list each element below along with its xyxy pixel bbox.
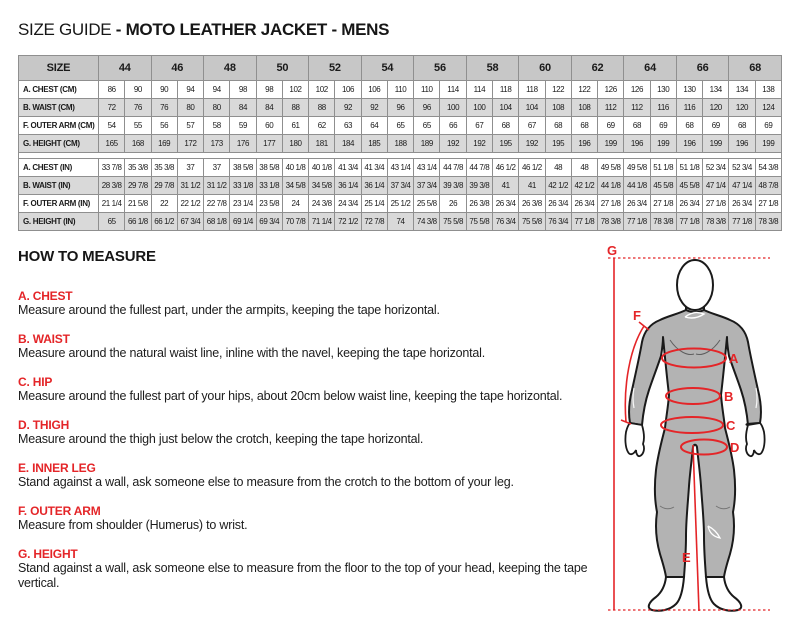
- size-value-cell: 26 3/4: [676, 195, 702, 213]
- size-value-cell: 42 1/2: [545, 177, 571, 195]
- size-value-cell: 86: [99, 81, 125, 99]
- size-value-cell: 38 5/8: [230, 159, 256, 177]
- measure-text-thigh: Measure around the thigh just below the crotch, keeping the tape horizontal.: [18, 432, 424, 446]
- size-value-cell: 51 1/8: [650, 159, 676, 177]
- size-value-cell: 29 7/8: [125, 177, 151, 195]
- size-column-header: 52: [309, 56, 362, 81]
- size-value-cell: 61: [282, 117, 308, 135]
- size-value-cell: 37 3/4: [414, 177, 440, 195]
- size-value-cell: 176: [230, 135, 256, 153]
- size-value-cell: 181: [309, 135, 335, 153]
- figure-head: [677, 260, 713, 310]
- size-value-cell: 59: [230, 117, 256, 135]
- size-value-cell: 24 3/4: [335, 195, 361, 213]
- size-value-cell: 37: [204, 159, 230, 177]
- size-value-cell: 35 3/8: [125, 159, 151, 177]
- size-value-cell: 108: [545, 99, 571, 117]
- measure-section-hip: [18, 375, 596, 404]
- size-value-cell: 126: [598, 81, 624, 99]
- size-value-cell: 69 1/4: [230, 213, 256, 231]
- size-value-cell: 41: [492, 177, 518, 195]
- measure-label-waist: B. WAIST: [18, 332, 70, 346]
- measure-text-hip: Measure around the fullest part of your hips, about 20cm below waist line, keeping the tape horizontal.: [18, 389, 563, 403]
- size-value-cell: 77 1/8: [676, 213, 702, 231]
- size-value-cell: 108: [571, 99, 597, 117]
- size-value-cell: 27 1/8: [703, 195, 729, 213]
- size-value-cell: 44 7/8: [466, 159, 492, 177]
- size-value-cell: 21 5/8: [125, 195, 151, 213]
- size-value-cell: 126: [624, 81, 650, 99]
- size-value-cell: 26 3/8: [519, 195, 545, 213]
- row-label: B. WAIST (IN): [19, 177, 99, 195]
- size-value-cell: 96: [387, 99, 413, 117]
- size-value-cell: 26: [440, 195, 466, 213]
- size-value-cell: 185: [361, 135, 387, 153]
- measure-text-chest: Measure around the fullest part, under the armpits, keeping the tape horizontal.: [18, 303, 440, 317]
- size-column-header: 66: [676, 56, 729, 81]
- size-column-header: 50: [256, 56, 309, 81]
- size-value-cell: 188: [387, 135, 413, 153]
- size-value-cell: 165: [99, 135, 125, 153]
- size-value-cell: 43 1/4: [414, 159, 440, 177]
- size-value-cell: 196: [624, 135, 650, 153]
- size-value-cell: 72: [99, 99, 125, 117]
- size-value-cell: 76 3/4: [545, 213, 571, 231]
- size-value-cell: 68: [676, 117, 702, 135]
- size-value-cell: 37: [177, 159, 203, 177]
- size-value-cell: 196: [729, 135, 755, 153]
- size-value-cell: 45 5/8: [650, 177, 676, 195]
- size-value-cell: 80: [177, 99, 203, 117]
- size-column-header: 48: [204, 56, 257, 81]
- size-value-cell: 48: [571, 159, 597, 177]
- figure-label-outer-arm: F: [633, 308, 641, 323]
- size-value-cell: 195: [545, 135, 571, 153]
- size-value-cell: 69: [650, 117, 676, 135]
- size-value-cell: 56: [151, 117, 177, 135]
- size-value-cell: 38 5/8: [256, 159, 282, 177]
- size-value-cell: 25 1/4: [361, 195, 387, 213]
- size-value-cell: 120: [703, 99, 729, 117]
- size-value-cell: 72 7/8: [361, 213, 387, 231]
- size-value-cell: 68: [571, 117, 597, 135]
- size-value-cell: 44 1/8: [598, 177, 624, 195]
- size-value-cell: 69: [755, 117, 781, 135]
- size-value-cell: 134: [703, 81, 729, 99]
- size-value-cell: 66 1/8: [125, 213, 151, 231]
- measure-section-chest: [18, 289, 596, 318]
- size-value-cell: 184: [335, 135, 361, 153]
- size-value-cell: 51 1/8: [676, 159, 702, 177]
- size-value-cell: 36 1/4: [361, 177, 387, 195]
- size-value-cell: 27 1/8: [598, 195, 624, 213]
- size-value-cell: 71 1/4: [309, 213, 335, 231]
- size-table-row: [19, 117, 782, 135]
- size-value-cell: 37 3/4: [387, 177, 413, 195]
- size-value-cell: 96: [414, 99, 440, 117]
- page-title-bold: - MOTO LEATHER JACKET - MENS: [115, 20, 390, 39]
- size-value-cell: 196: [676, 135, 702, 153]
- size-value-cell: 27 1/8: [650, 195, 676, 213]
- size-table-row: [19, 177, 782, 195]
- size-column-header: 46: [151, 56, 204, 81]
- size-value-cell: 64: [361, 117, 387, 135]
- size-value-cell: 29 7/8: [151, 177, 177, 195]
- size-value-cell: 54 3/8: [755, 159, 781, 177]
- size-table-corner: SIZE: [19, 56, 99, 81]
- size-value-cell: 94: [177, 81, 203, 99]
- size-value-cell: 92: [361, 99, 387, 117]
- size-table-head: [19, 56, 782, 81]
- size-value-cell: 195: [492, 135, 518, 153]
- size-value-cell: 31 1/2: [204, 177, 230, 195]
- size-value-cell: 68: [545, 117, 571, 135]
- size-value-cell: 26 3/4: [492, 195, 518, 213]
- size-value-cell: 138: [755, 81, 781, 99]
- size-value-cell: 114: [440, 81, 466, 99]
- size-value-cell: 68: [624, 117, 650, 135]
- size-value-cell: 76 3/4: [492, 213, 518, 231]
- size-value-cell: 77 1/8: [729, 213, 755, 231]
- size-value-cell: 69 3/4: [256, 213, 282, 231]
- size-value-cell: 65: [99, 213, 125, 231]
- measure-section-inner-leg: [18, 461, 596, 490]
- size-value-cell: 27 1/8: [755, 195, 781, 213]
- size-value-cell: 46 1/2: [519, 159, 545, 177]
- size-value-cell: 106: [361, 81, 387, 99]
- size-value-cell: 116: [676, 99, 702, 117]
- measure-text-outer-arm: Measure from shoulder (Humerus) to wrist.: [18, 518, 248, 532]
- row-label: A. CHEST (IN): [19, 159, 99, 177]
- size-value-cell: 120: [729, 99, 755, 117]
- size-value-cell: 199: [598, 135, 624, 153]
- size-value-cell: 40 1/8: [282, 159, 308, 177]
- size-value-cell: 34 5/8: [309, 177, 335, 195]
- measure-label-chest: A. CHEST: [18, 289, 73, 303]
- size-value-cell: 78 3/8: [650, 213, 676, 231]
- size-value-cell: 62: [309, 117, 335, 135]
- size-value-cell: 33 7/8: [99, 159, 125, 177]
- size-value-cell: 80: [204, 99, 230, 117]
- size-column-header: 64: [624, 56, 677, 81]
- size-value-cell: 67 3/4: [177, 213, 203, 231]
- size-value-cell: 192: [466, 135, 492, 153]
- size-value-cell: 122: [571, 81, 597, 99]
- figure-label-chest: A: [729, 351, 739, 366]
- size-value-cell: 22: [151, 195, 177, 213]
- size-value-cell: 55: [125, 117, 151, 135]
- size-value-cell: 35 3/8: [151, 159, 177, 177]
- size-value-cell: 75 5/8: [466, 213, 492, 231]
- size-value-cell: 31 1/2: [177, 177, 203, 195]
- size-value-cell: 26 3/4: [571, 195, 597, 213]
- size-value-cell: 69: [703, 117, 729, 135]
- measure-label-hip: C. HIP: [18, 375, 53, 389]
- size-value-cell: 75 5/8: [440, 213, 466, 231]
- size-value-cell: 112: [624, 99, 650, 117]
- size-table-row: [19, 135, 782, 153]
- size-value-cell: 26 3/4: [729, 195, 755, 213]
- size-value-cell: 48: [545, 159, 571, 177]
- figure-label-inner-leg: E: [682, 550, 691, 565]
- size-value-cell: 65: [387, 117, 413, 135]
- size-value-cell: 77 1/8: [571, 213, 597, 231]
- size-value-cell: 26 3/4: [545, 195, 571, 213]
- size-value-cell: 67: [519, 117, 545, 135]
- figure-body-silhouette: [629, 310, 761, 577]
- size-value-cell: 36 1/4: [335, 177, 361, 195]
- size-value-cell: 98: [256, 81, 282, 99]
- row-label: A. CHEST (CM): [19, 81, 99, 99]
- size-column-header: 44: [99, 56, 152, 81]
- size-table-row: [19, 213, 782, 231]
- size-value-cell: 44 1/8: [624, 177, 650, 195]
- measure-section-height: [18, 547, 596, 591]
- size-value-cell: 98: [230, 81, 256, 99]
- figure-left-foot: [649, 577, 684, 611]
- size-column-header: 58: [466, 56, 519, 81]
- size-value-cell: 199: [703, 135, 729, 153]
- measure-label-outer-arm: F. OUTER ARM: [18, 504, 101, 518]
- size-table-row: [19, 81, 782, 99]
- size-value-cell: 78 3/8: [703, 213, 729, 231]
- page-title-light: SIZE GUIDE: [18, 20, 116, 39]
- size-value-cell: 92: [335, 99, 361, 117]
- figure-label-height: G: [607, 243, 618, 258]
- size-value-cell: 114: [466, 81, 492, 99]
- size-value-cell: 180: [282, 135, 308, 153]
- size-value-cell: 76: [151, 99, 177, 117]
- size-column-header: 60: [519, 56, 572, 81]
- measurement-figure: [598, 240, 792, 622]
- size-table-row: [19, 159, 782, 177]
- size-value-cell: 58: [204, 117, 230, 135]
- size-value-cell: 33 1/8: [230, 177, 256, 195]
- size-value-cell: 100: [466, 99, 492, 117]
- size-value-cell: 46 1/2: [492, 159, 518, 177]
- size-value-cell: 94: [204, 81, 230, 99]
- size-value-cell: 169: [151, 135, 177, 153]
- size-value-cell: 104: [492, 99, 518, 117]
- size-value-cell: 110: [414, 81, 440, 99]
- size-value-cell: 69: [598, 117, 624, 135]
- measure-text-inner-leg: Stand against a wall, ask someone else to measure from the crotch to the bottom of your leg.: [18, 475, 514, 489]
- measure-section-outer-arm: [18, 504, 596, 533]
- size-value-cell: 173: [204, 135, 230, 153]
- size-value-cell: 24: [282, 195, 308, 213]
- page-title: [18, 20, 389, 40]
- size-value-cell: 52 3/4: [729, 159, 755, 177]
- size-value-cell: 134: [729, 81, 755, 99]
- size-value-cell: 130: [650, 81, 676, 99]
- size-value-cell: 49 5/8: [598, 159, 624, 177]
- row-label: F. OUTER ARM (IN): [19, 195, 99, 213]
- size-value-cell: 84: [230, 99, 256, 117]
- figure-label-waist: B: [724, 389, 734, 404]
- measure-text-waist: Measure around the natural waist line, inline with the navel, keeping the tape horizontal.: [18, 346, 486, 360]
- size-value-cell: 122: [545, 81, 571, 99]
- size-value-cell: 100: [440, 99, 466, 117]
- size-value-cell: 63: [335, 117, 361, 135]
- figure-label-hip: C: [726, 418, 736, 433]
- size-value-cell: 112: [598, 99, 624, 117]
- size-value-cell: 34 5/8: [282, 177, 308, 195]
- size-value-cell: 104: [519, 99, 545, 117]
- size-value-cell: 84: [256, 99, 282, 117]
- figure-right-foot: [706, 577, 741, 611]
- size-value-cell: 199: [755, 135, 781, 153]
- measure-label-height: G. HEIGHT: [18, 547, 78, 561]
- size-value-cell: 47 1/4: [703, 177, 729, 195]
- size-table: [18, 55, 782, 231]
- size-value-cell: 23 1/4: [230, 195, 256, 213]
- size-table-row: [19, 99, 782, 117]
- size-value-cell: 39 3/8: [466, 177, 492, 195]
- figure-right-hand: [746, 423, 765, 456]
- size-value-cell: 24 3/8: [309, 195, 335, 213]
- size-value-cell: 72 1/2: [335, 213, 361, 231]
- size-column-header: 54: [361, 56, 414, 81]
- size-value-cell: 57: [177, 117, 203, 135]
- size-value-cell: 45 5/8: [676, 177, 702, 195]
- size-value-cell: 26 3/4: [624, 195, 650, 213]
- size-value-cell: 54: [99, 117, 125, 135]
- size-value-cell: 78 3/8: [755, 213, 781, 231]
- size-value-cell: 118: [492, 81, 518, 99]
- size-value-cell: 65: [414, 117, 440, 135]
- measure-section-waist: [18, 332, 596, 361]
- size-value-cell: 22 1/2: [177, 195, 203, 213]
- size-column-header: 62: [571, 56, 624, 81]
- size-value-cell: 52 3/4: [703, 159, 729, 177]
- size-value-cell: 177: [256, 135, 282, 153]
- size-value-cell: 68 1/8: [204, 213, 230, 231]
- size-value-cell: 49 5/8: [624, 159, 650, 177]
- size-value-cell: 102: [309, 81, 335, 99]
- size-column-header: 56: [414, 56, 467, 81]
- size-value-cell: 39 3/8: [440, 177, 466, 195]
- how-to-measure: [18, 248, 596, 605]
- size-value-cell: 90: [125, 81, 151, 99]
- figure-label-thigh: D: [730, 440, 740, 455]
- size-value-cell: 110: [387, 81, 413, 99]
- size-value-cell: 66 1/2: [151, 213, 177, 231]
- measure-label-thigh: D. THIGH: [18, 418, 70, 432]
- size-value-cell: 26 3/8: [466, 195, 492, 213]
- size-value-cell: 77 1/8: [624, 213, 650, 231]
- size-value-cell: 60: [256, 117, 282, 135]
- size-value-cell: 88: [282, 99, 308, 117]
- size-value-cell: 22 7/8: [204, 195, 230, 213]
- size-value-cell: 21 1/4: [99, 195, 125, 213]
- size-value-cell: 47 1/4: [729, 177, 755, 195]
- size-value-cell: 118: [519, 81, 545, 99]
- size-value-cell: 116: [650, 99, 676, 117]
- size-value-cell: 25 5/8: [414, 195, 440, 213]
- row-label: F. OUTER ARM (CM): [19, 117, 99, 135]
- size-value-cell: 23 5/8: [256, 195, 282, 213]
- size-value-cell: 41: [519, 177, 545, 195]
- size-value-cell: 40 1/8: [309, 159, 335, 177]
- inner-leg-measure-line: [693, 445, 699, 611]
- size-value-cell: 48 7/8: [755, 177, 781, 195]
- size-value-cell: 41 3/4: [335, 159, 361, 177]
- size-table-row: [19, 195, 782, 213]
- size-value-cell: 43 1/4: [387, 159, 413, 177]
- row-label: G. HEIGHT (CM): [19, 135, 99, 153]
- size-value-cell: 196: [571, 135, 597, 153]
- size-value-cell: 41 3/4: [361, 159, 387, 177]
- size-value-cell: 44 7/8: [440, 159, 466, 177]
- size-value-cell: 25 1/2: [387, 195, 413, 213]
- size-value-cell: 192: [519, 135, 545, 153]
- size-value-cell: 70 7/8: [282, 213, 308, 231]
- size-value-cell: 172: [177, 135, 203, 153]
- size-value-cell: 75 5/8: [519, 213, 545, 231]
- size-value-cell: 74: [387, 213, 413, 231]
- size-value-cell: 168: [125, 135, 151, 153]
- size-value-cell: 68: [492, 117, 518, 135]
- size-column-header: 68: [729, 56, 782, 81]
- size-value-cell: 78 3/8: [598, 213, 624, 231]
- how-to-measure-title: HOW TO MEASURE: [18, 248, 156, 265]
- size-value-cell: 189: [414, 135, 440, 153]
- row-label: B. WAIST (CM): [19, 99, 99, 117]
- size-value-cell: 88: [309, 99, 335, 117]
- size-table-body: [19, 81, 782, 231]
- size-value-cell: 33 1/8: [256, 177, 282, 195]
- size-value-cell: 90: [151, 81, 177, 99]
- measure-text-height: Stand against a wall, ask someone else to measure from the floor to the top of your head, keeping the tape vertical.: [18, 561, 588, 590]
- size-value-cell: 74 3/8: [414, 213, 440, 231]
- size-value-cell: 192: [440, 135, 466, 153]
- size-value-cell: 68: [729, 117, 755, 135]
- measure-section-thigh: [18, 418, 596, 447]
- measure-label-inner-leg: E. INNER LEG: [18, 461, 96, 475]
- size-value-cell: 76: [125, 99, 151, 117]
- row-label: G. HEIGHT (IN): [19, 213, 99, 231]
- figure-left-hand: [625, 423, 644, 456]
- size-value-cell: 28 3/8: [99, 177, 125, 195]
- size-value-cell: 102: [282, 81, 308, 99]
- size-value-cell: 66: [440, 117, 466, 135]
- size-value-cell: 124: [755, 99, 781, 117]
- size-value-cell: 42 1/2: [571, 177, 597, 195]
- size-value-cell: 130: [676, 81, 702, 99]
- size-value-cell: 67: [466, 117, 492, 135]
- size-value-cell: 106: [335, 81, 361, 99]
- size-value-cell: 199: [650, 135, 676, 153]
